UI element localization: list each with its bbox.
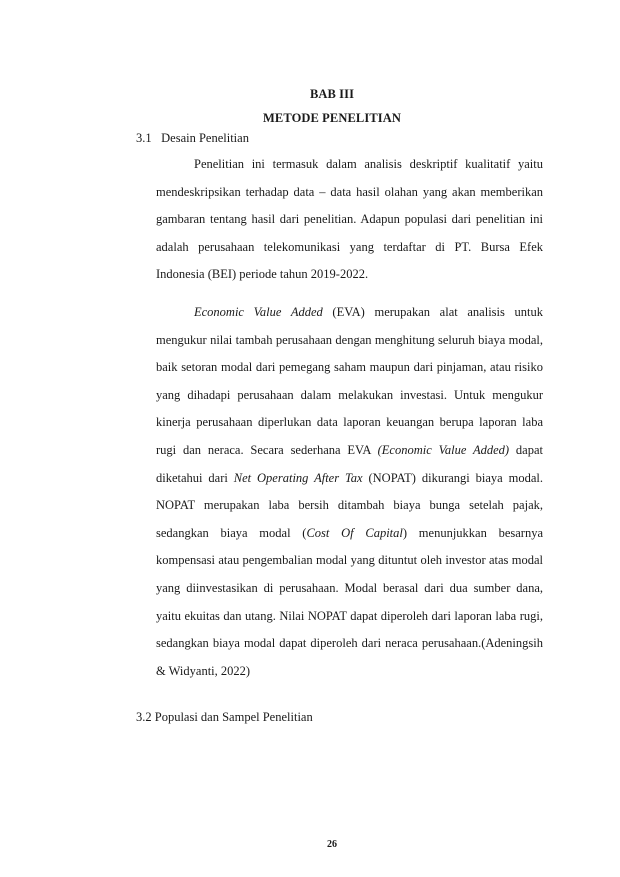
section-heading-3-2 bbox=[136, 710, 313, 725]
paragraph-text: Penelitian ini termasuk dalam analisis deskriptif kualitatif yaitu mendeskripsikan terhadap data – data hasil olahan yang akan memberikan gambaran tentang hasil dari penelitian. Adapun populasi dari penelitian ini adalah perusahaan telekomunikasi yang terdaftar di PT. Bursa Efek Indonesia (BEI) periode tahun 2019-2022. bbox=[156, 157, 543, 282]
section-number: 3.1 bbox=[136, 131, 152, 145]
term-economic-value-added-paren: (Economic Value Added) bbox=[377, 442, 510, 457]
paragraph-text bbox=[156, 299, 543, 685]
term-economic-value-added: Economic Value Added bbox=[194, 305, 323, 319]
paragraph-research-design bbox=[156, 151, 543, 289]
section-heading-3-1 bbox=[136, 131, 249, 146]
chapter-number: BAB III bbox=[309, 87, 355, 101]
chapter-title: METODE PENELITIAN bbox=[263, 111, 401, 125]
section-title: Populasi dan Sampel Penelitian bbox=[154, 710, 313, 724]
section-number: 3.2 bbox=[136, 710, 152, 724]
section-title: Desain Penelitian bbox=[161, 131, 249, 145]
term-net-operating-after-tax: Net Operating After Tax bbox=[233, 470, 363, 485]
paragraph-eva bbox=[156, 299, 543, 685]
page-number: 26 bbox=[327, 839, 337, 850]
paragraph-segment: ) menunjukkan besarnya kompensasi atau pengembalian modal yang dituntut oleh investor atas modal yang diinvestasikan di perusahaan. Modal berasal dari dua sumber dana, yaitu ekuitas dan utang. Nilai NOPAT dapat diperoleh dari laporan laba rugi, sedangkan biaya modal dapat diperoleh dari neraca perusahaan.(Adeningsih & Widyanti, 2022) bbox=[156, 525, 543, 678]
paragraph-segment: dapat diketahui dari bbox=[156, 442, 543, 485]
paragraph-segment: (EVA) merupakan alat analisis untuk mengukur nilai tambah perusahaan dengan menghitung seluruh biaya modal, baik setoran modal dari pemegang saham maupun dari pinjaman, atau risiko yang dihadapi perusahaan dalam melakukan investasi. Untuk mengukur kinerja perusahaan diperlukan data laporan keuangan berupa laporan laba rugi dan neraca. Secara sederhana EVA bbox=[156, 305, 543, 457]
paragraph-segment: (NOPAT) dikurangi biaya modal. NOPAT merupakan laba bersih ditambah biaya bunga setelah pajak, sedangkan biaya modal ( bbox=[156, 470, 544, 540]
term-cost-of-capital: Cost Of Capital bbox=[306, 525, 403, 540]
